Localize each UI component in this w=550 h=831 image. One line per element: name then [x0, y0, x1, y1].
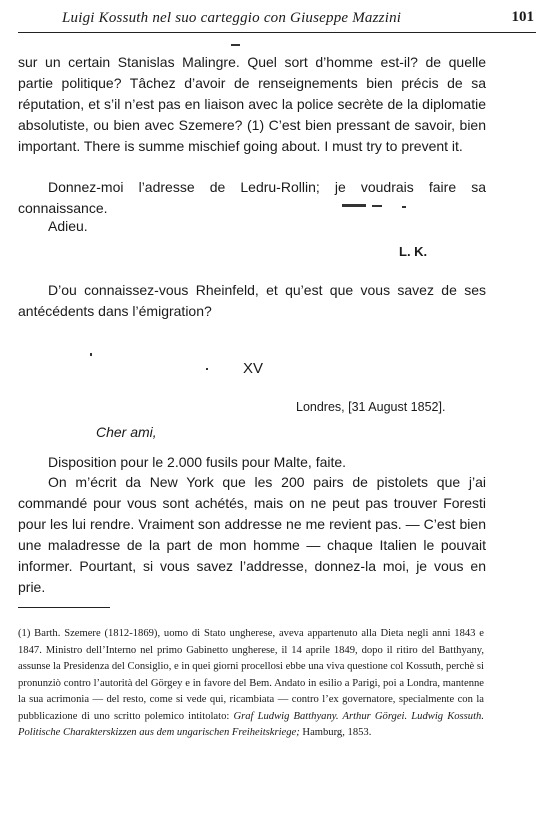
footnote-imprint: Hamburg, 1853. — [299, 727, 372, 738]
footnote-titles: Graf Ludwig Batthyany. Arthur Görgei. Ludwig Kossuth. Politische Charakterskizzen aus dem ungarischen Freiheitskriege; — [18, 710, 484, 738]
letter-dateline: Londres, [31 August 1852]. — [296, 400, 446, 414]
letter-postscript: D’ou connaissez-vous Rheinfeld, et qu’est que vous savez de ses antécédents dans l’émigration? — [18, 282, 486, 319]
footnote-rule — [18, 607, 110, 608]
footnote-text: (1) Barth. Szemere (1812-1869), uomo di Stato ungherese, aveva appartenuto alla Dieta negli anni 1843 e 1847. Ministro dell’Interno nel primo Gabinetto ungherese, il 14 aprile 1849, dopo il ritiro del Batthyany, assunse la Presidenza del Consiglio, e in quei giorni procellosi ebbe una viva questione col Kossuth, perchè si pronunziò contro l’autorità del Görgey e in favore del Bem. Andato in esilio a Parigi, poi a Londra, mantenne la sua acrimonia — del resto, come si vede qui, ricambiata — contro l’ex governatore, specialmente con la pubblicazione di uno scritto polemico intitolato: — [18, 628, 484, 722]
letter-paragraph: Donnez-moi l’adresse de Ledru-Rollin; je voudrais faire sa connaissance. — [18, 179, 486, 216]
running-title: Luigi Kossuth nel suo carteggio con Giuseppe Mazzini — [62, 10, 402, 26]
letter-number: XV — [243, 360, 264, 377]
print-speck — [90, 353, 92, 356]
print-speck — [206, 368, 208, 370]
letter-salutation: Cher ami, — [96, 424, 157, 440]
letter-signature: L. K. — [399, 244, 428, 259]
print-speck — [231, 44, 240, 46]
letter-closing: Adieu. — [48, 218, 88, 234]
letter-paragraph: Disposition pour le 2.000 fusils pour Malte, faite. — [48, 454, 347, 470]
running-header — [18, 6, 536, 33]
letter-paragraph: On m’écrit da New York que les 200 pairs de pistolets que j’ai commandé pour vous sont achétés, mais on ne peut pas trouver Foresti pour les lui rendre. Vraiment son addresse ne me revient pas. — C’est bien une maladresse de la part de mon homme — chaque Italien le pouvait informer. Pourtant, si vous savez l’addresse, donnez-la moi, je vous en prie. — [18, 474, 486, 595]
footnote — [18, 626, 484, 742]
page-number: 101 — [511, 9, 534, 25]
letter-paragraph: sur un certain Stanislas Malingre. Quel sort d’homme est-il? de quelle partie politique? Tâchez d’avoir de renseignements bien précis de sa réputation, et s’il n’est pas en liaison avec la police secrète de la diplomatie absolutiste, ou bien avec Szemere? (1) C’est bien pressant de savoir, bien important. There is summe mischief going about. I must try to prevent it. — [18, 54, 486, 154]
